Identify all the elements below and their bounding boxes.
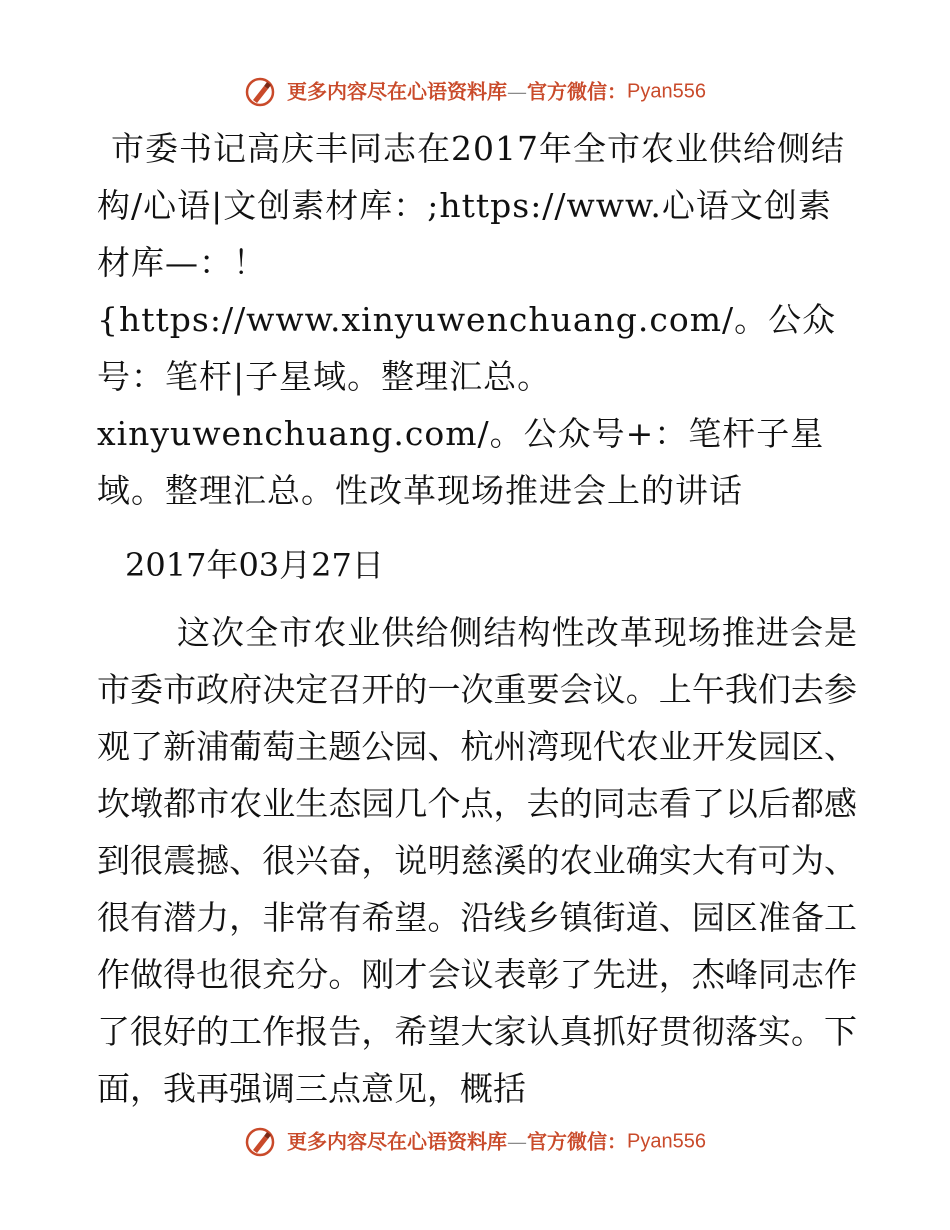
- banner-official-text: 官方微信：: [527, 1129, 627, 1154]
- banner-official-text: 官方微信：: [527, 79, 627, 104]
- banner-wechat-id: Pyan556: [627, 1130, 706, 1153]
- body-paragraph: 这次全市农业供给侧结构性改革现场推进会是市委市政府决定召开的一次重要会议。上午我们去参观了新浦葡萄主题公园、杭州湾现代农业开发园区、坎墩都市农业生态园几个点，去的同志看了以后都感到很震撼、很兴奋，说明慈溪的农业确实大有可为、很有潜力，非常有希望。沿线乡镇街道、园区准备工作做得也很充分。刚才会议表彰了先进，杰峰同志作了很好的工作报告，希望大家认真抓好贯彻落实。下面，我再强调三点意见，概括: [97, 613, 857, 1108]
- pen-logo-icon: [244, 76, 276, 108]
- document-title: 市委书记高庆丰同志在2017年全市农业供给侧结构/心语|文创素材库：;https://www.心语文创素材库—：！{https://www.xinyuwenchuang.com/。公众号：笔杆|子星域。整理汇总。xinyuwenchuang.com/。公众号+：笔杆子星域。整理汇总。性改革现场推进会上的讲话: [97, 129, 845, 510]
- banner-brand-text: 更多内容尽在心语资料库: [287, 79, 507, 104]
- banner-brand-text: 更多内容尽在心语资料库: [287, 1129, 507, 1154]
- banner-dash: —: [507, 1129, 527, 1154]
- pen-logo-icon: [244, 1126, 276, 1158]
- banner-dash: —: [507, 79, 527, 104]
- footer-watermark-banner: [0, 1120, 950, 1160]
- header-watermark-banner: [0, 70, 950, 110]
- document-body: [97, 120, 857, 1117]
- banner-wechat-id: Pyan556: [627, 80, 706, 103]
- document-date: 2017年03月27日: [125, 546, 384, 584]
